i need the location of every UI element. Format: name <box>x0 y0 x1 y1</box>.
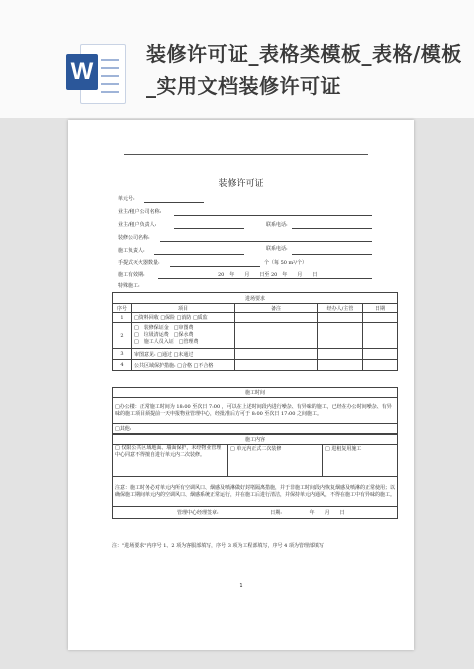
field-extinguisher-unit: 个（每 50 m²/个） <box>264 260 307 266</box>
table-row: 4 公共区域保护措施: □合格 □不合格 <box>113 360 398 371</box>
note-text: 注意：施工时务必对单元内所有空调风口、烟感及喷淋做好封堵隔离措施，并于非施工时间段内恢复烟感及喷淋的正常使用；以确保施工期间单元内的空调风口、烟感系统正常运行，并在施工后进行清洁，并保持单元内通风，不得在施工中有异味的施工。 <box>113 477 398 507</box>
col-remark: 备注 <box>235 304 318 313</box>
content-option-b: □ 单元内正式二次装修 <box>228 445 323 477</box>
col-item: 项目 <box>132 304 235 313</box>
document-page <box>68 120 414 650</box>
field-contact-phone-1: 联系电话: <box>266 222 288 228</box>
field-owner-person: 业主/租户负责人: <box>118 222 157 228</box>
word-badge: W <box>66 54 98 90</box>
date-fields: 年 月 日 <box>309 510 345 516</box>
time-title: 施工时间 <box>113 388 398 398</box>
field-unit-no: 单元号: <box>118 196 135 202</box>
field-valid-period: 施工有效期: <box>118 272 145 278</box>
field-site-manager: 施工负责人: <box>118 248 145 254</box>
time-office: □办公楼：正常施工时间为 18:00 至次日 7:00 ，可以在上述时间段内进行噪杂、有异味的施工，已经在办公时间噪杂、有异味的施工项目须提前一天申报物业管理中心，经批准后方可于 8:00 至次日 17:00 之间施工。 <box>113 398 398 424</box>
date-label: 日期: <box>270 510 282 516</box>
table-row: 1 □资料回收 □保险 □消防 □质监 <box>113 313 398 323</box>
field-renovation-company: 装修公司名称: <box>118 235 150 241</box>
col-date: 日期 <box>363 304 398 313</box>
header-banner <box>0 0 474 118</box>
manager-sign-label: 管理中心经理签章: <box>177 510 219 516</box>
page-title[interactable]: 装修许可证_表格类模板_表格/模板_实用文档装修许可证 <box>146 42 462 98</box>
field-extinguisher: 手提式灭火器数量: <box>118 260 160 266</box>
field-valid-dates: 20 年 月 日至 20 年 月 日 <box>218 272 318 278</box>
table-row: 3 审图意见: □通过 □未通过 <box>113 349 398 360</box>
field-contact-phone-2: 联系电话: <box>266 246 288 252</box>
time-other: □其他: <box>113 424 398 434</box>
work-time-table <box>112 387 398 434</box>
footnote: 注："进场要求"内序号 1、2 项为客服部填写，序号 3 项为工程部填写，序号 4 项为管理部填写 <box>112 543 324 549</box>
field-special-work: 特殊施工: <box>118 283 140 289</box>
col-no: 序号 <box>113 304 132 313</box>
content-option-c: □ 进租复用施工 <box>323 445 398 477</box>
col-handler: 经办人/主管 <box>318 304 363 313</box>
word-document-icon <box>66 44 126 106</box>
sign-row <box>113 507 398 519</box>
top-rule <box>124 154 368 155</box>
content-option-a: □ 仅限公共区域地面、墙面保护，未经物业管理中心同意不得擅自进行单元内二次装修。 <box>113 445 228 477</box>
work-content-table <box>112 434 398 519</box>
document-title: 装修许可证 <box>218 179 264 189</box>
table-row: 2 □ 装修保证金 □审图费 □ 垃圾清运费 □保水费 □ 施工人员入证 □管理费 <box>113 323 398 349</box>
field-owner-company: 业主/租户公司名称: <box>118 209 162 215</box>
entry-requirements-table <box>112 292 398 371</box>
entry-title: 进场要求 <box>113 293 398 304</box>
page-number: 1 <box>239 583 243 589</box>
content-title: 施工内容 <box>113 435 398 445</box>
